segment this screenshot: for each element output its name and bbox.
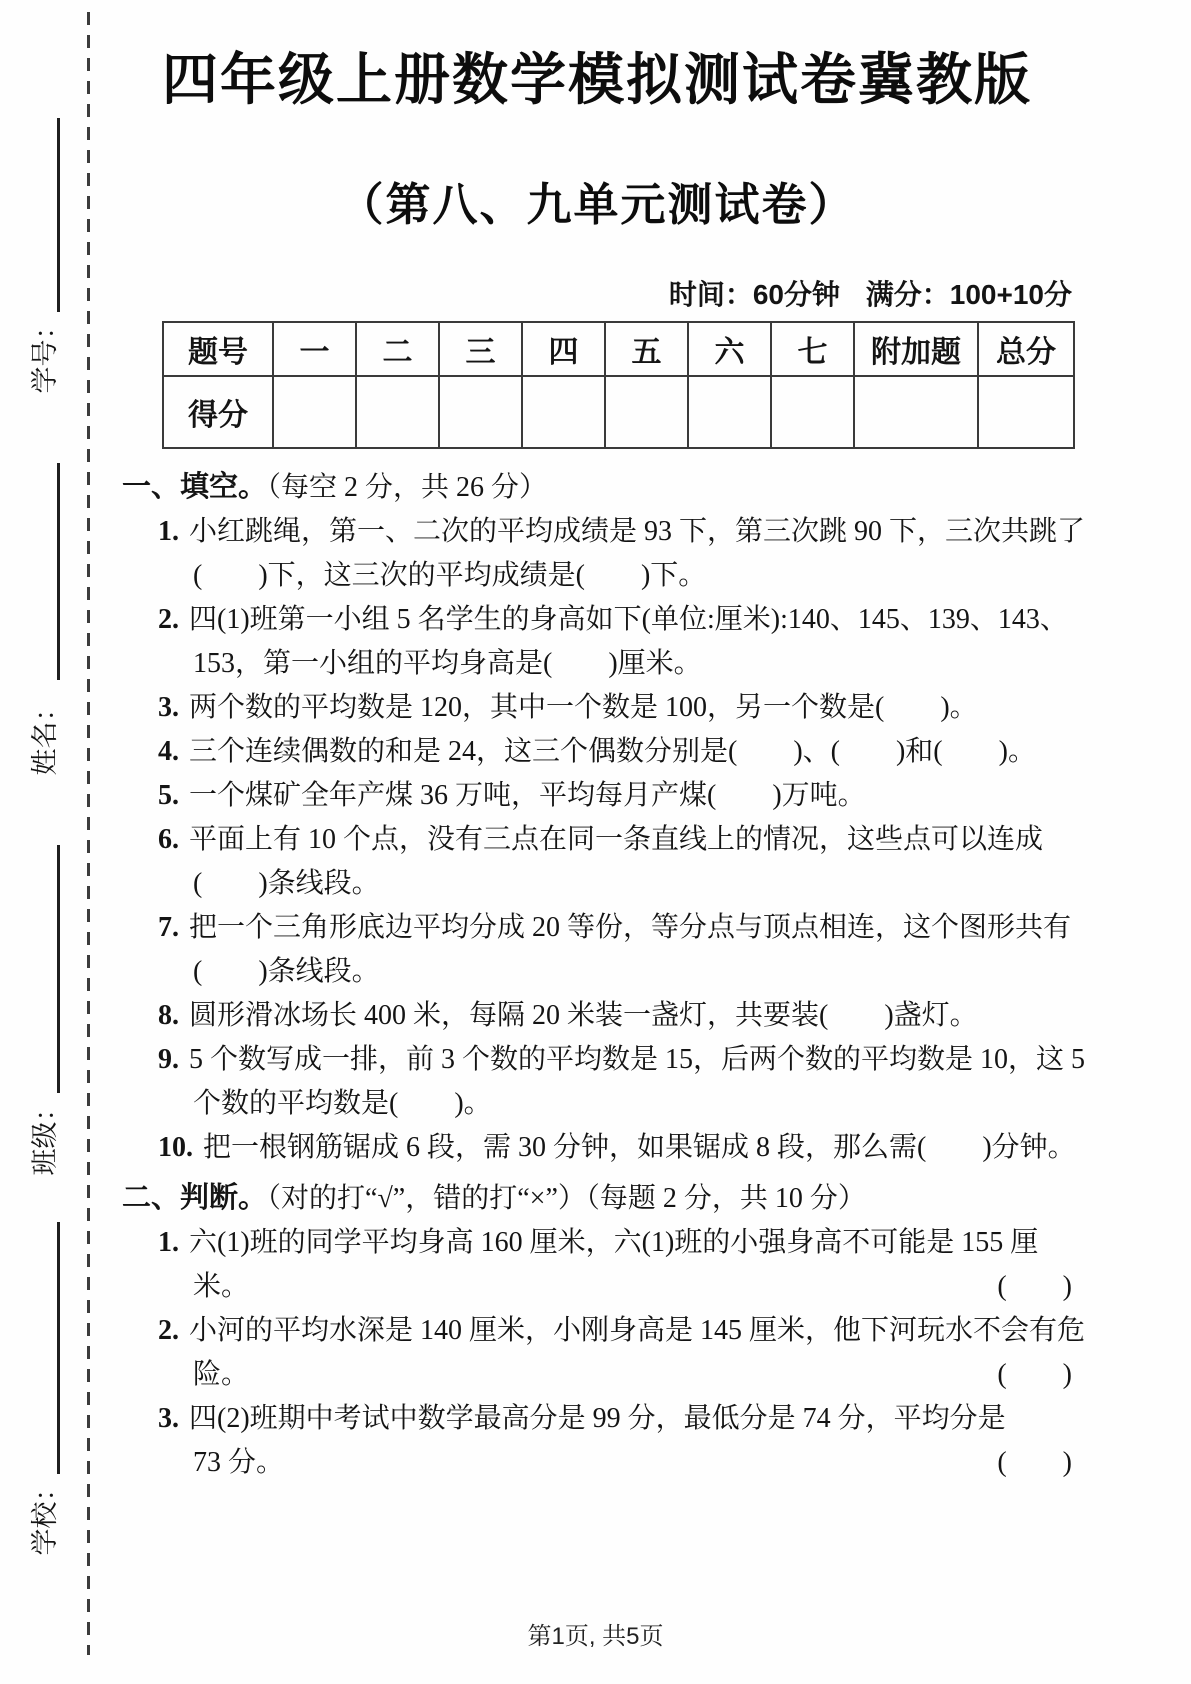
fill-q8: 8. 圆形滑冰场长 400 米，每隔 20 米装一盏灯，共要装( )盏灯。	[158, 1000, 978, 1031]
fill-q4: 4. 三个连续偶数的和是 24，这三个偶数分别是( )、( )和( )。	[158, 736, 1036, 767]
section-2-note: （对的打“√”，错的打“×”）（每题 2 分，共 10 分）	[267, 1183, 866, 1214]
fill-q5: 5. 一个煤矿全年产煤 36 万吨，平均每月产煤( )万吨。	[158, 780, 866, 811]
score-cell	[439, 376, 522, 448]
col-header-5: 五	[605, 322, 688, 376]
fill-q3: 3. 两个数的平均数是 120，其中一个数是 100，另一个数是( )。	[158, 692, 978, 723]
score-cell	[356, 376, 439, 448]
col-header-3: 三	[439, 322, 522, 376]
score-cell	[605, 376, 688, 448]
student-id-blank-line	[57, 118, 60, 312]
student-id-label: 学号：	[30, 312, 60, 394]
fill-q2-line1: 2. 四(1)班第一小组 5 名学生的身高如下(单位:厘米):140、145、139、143、	[158, 604, 1068, 635]
score-table-header-row	[163, 322, 1074, 376]
name-blank-line	[57, 463, 60, 680]
col-header-7: 七	[771, 322, 854, 376]
judge-q3-line1: 3. 四(2)班期中考试中数学最高分是 99 分，最低分是 74 分，平均分是	[158, 1403, 1006, 1434]
fill-q6-line1: 6. 平面上有 10 个点，没有三点在同一条直线上的情况，这些点可以连成	[158, 824, 1044, 855]
judge-q2-answer-blank: ( )	[997, 1359, 1072, 1390]
judge-q1-line1: 1. 六(1)班的同学平均身高 160 厘米，六(1)班的小强身高不可能是 155 厘	[158, 1227, 1039, 1258]
fill-q6-line2: ( )条线段。	[193, 868, 380, 899]
fill-q7-line2: ( )条线段。	[193, 956, 380, 987]
school-label: 学校：	[30, 1474, 60, 1556]
score-cell	[854, 376, 978, 448]
full-score: 满分：100+10分	[865, 279, 1072, 310]
time-limit: 时间：60分钟	[668, 279, 840, 310]
col-header-1: 一	[273, 322, 356, 376]
fill-q2-line2: 153，第一小组的平均身高是( )厘米。	[193, 648, 702, 679]
judge-q2-tail: 险。	[193, 1359, 250, 1390]
paper-subtitle: （第八、九单元测试卷）	[338, 179, 856, 230]
col-header-6: 六	[688, 322, 771, 376]
judge-q1-line2	[193, 1265, 1072, 1309]
questions-area	[122, 465, 1086, 1485]
judge-q3-tail: 73 分。	[193, 1447, 285, 1478]
score-cell	[273, 376, 356, 448]
section-2-heading	[122, 1176, 1072, 1221]
section-2-title: 二、判断。	[122, 1182, 268, 1214]
page-number: 第1页, 共5页	[527, 1623, 664, 1650]
fill-q9-line2: 个数的平均数是( )。	[193, 1088, 492, 1119]
judge-q2-line1: 2. 小河的平均水深是 140 厘米，小刚身高是 145 厘米，他下河玩水不会有危	[158, 1315, 1086, 1346]
fill-q1-line1: 1. 小红跳绳，第一、二次的平均成绩是 93 下，第三次跳 90 下，三次共跳了	[158, 516, 1086, 547]
judge-q1-answer-blank: ( )	[997, 1271, 1072, 1302]
section-1-note: （每空 2 分，共 26 分）	[267, 472, 548, 503]
dashed-cut-line	[87, 12, 90, 1655]
fill-q10: 10. 把一根钢筋锯成 6 段，需 30 分钟，如果锯成 8 段，那么需( )分钟。	[158, 1132, 1076, 1163]
score-cell	[978, 376, 1074, 448]
fill-q1-line2: ( )下，这三次的平均成绩是( )下。	[193, 560, 707, 591]
score-row-label: 得分	[163, 376, 273, 448]
judge-q3-line2	[193, 1441, 1072, 1485]
paper-content	[122, 36, 1086, 1485]
class-blank-line	[57, 845, 60, 1093]
section-1-title: 一、填空。	[122, 471, 268, 503]
score-cell	[522, 376, 605, 448]
judge-q1-tail: 米。	[193, 1271, 250, 1302]
score-table-score-row	[163, 376, 1074, 448]
col-header-bonus: 附加题	[854, 322, 978, 376]
score-cell	[771, 376, 854, 448]
score-table	[162, 321, 1075, 449]
col-header-4: 四	[522, 322, 605, 376]
judge-q2-line2	[193, 1353, 1072, 1397]
class-label: 班级：	[30, 1094, 60, 1176]
col-header-total: 总分	[978, 322, 1074, 376]
fill-q7-line1: 7. 把一个三角形底边平均分成 20 等份，等分点与顶点相连，这个图形共有	[158, 912, 1072, 943]
judge-q3-answer-blank: ( )	[997, 1447, 1072, 1478]
paper-title: 四年级上册数学模拟测试卷冀教版	[162, 48, 1032, 111]
fill-q9-line1: 9. 5 个数写成一排，前 3 个数的平均数是 15，后两个数的平均数是 10，这 5	[158, 1044, 1086, 1075]
time-score-info	[122, 273, 1072, 313]
score-cell	[688, 376, 771, 448]
section-1-heading	[122, 465, 1072, 510]
col-header-2: 二	[356, 322, 439, 376]
question-number-header: 题号	[163, 322, 273, 376]
name-label: 姓名：	[30, 694, 60, 776]
school-blank-line	[57, 1222, 60, 1474]
